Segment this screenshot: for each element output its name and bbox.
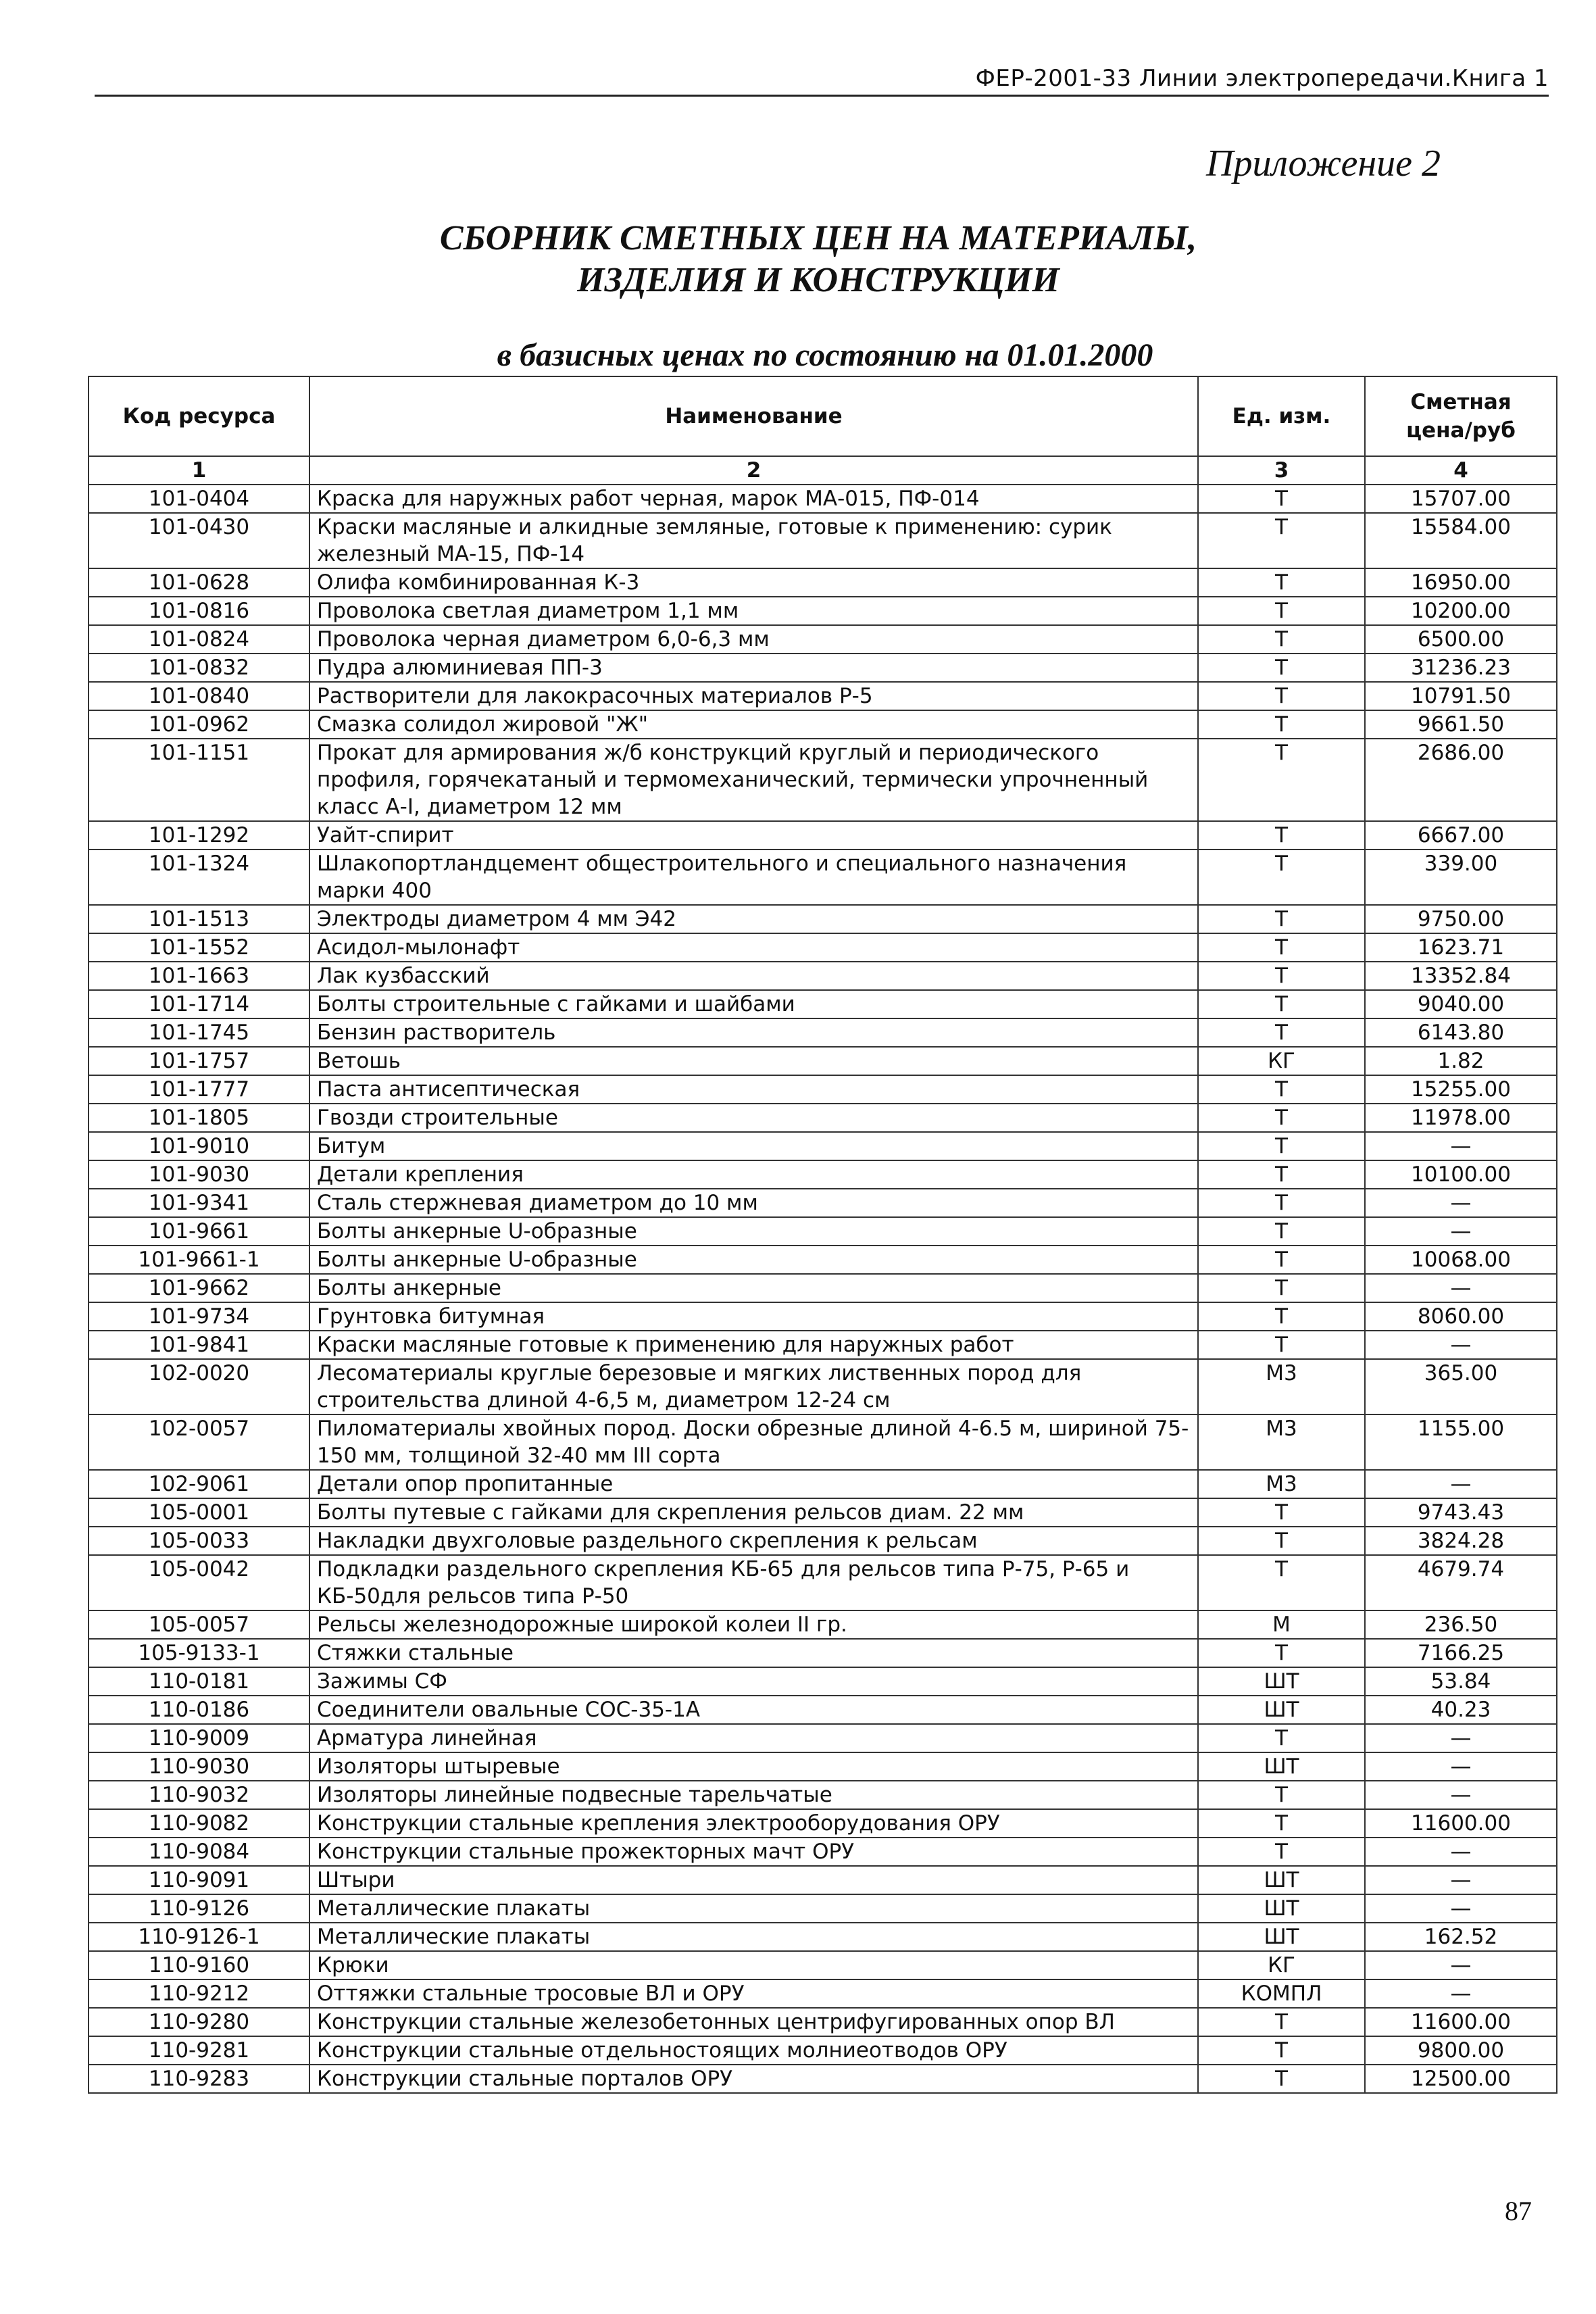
page-number: 87 [1505,2196,1532,2226]
cell-name: Проволока черная диаметром 6,0-6,3 мм [309,625,1198,654]
cell-unit: Т [1198,682,1365,710]
cell-price: — [1365,1838,1557,1866]
cell-name: Проволока светлая диаметром 1,1 мм [309,597,1198,625]
column-number: 2 [309,456,1198,485]
cell-price: — [1365,1217,1557,1246]
table-row [89,654,1557,682]
cell-name: Пудра алюминиевая ПП-3 [309,654,1198,682]
cell-unit: Т [1198,1724,1365,1752]
cell-code: 101-1552 [89,933,309,962]
cell-unit: Т [1198,654,1365,682]
cell-code: 101-9734 [89,1302,309,1331]
cell-code: 101-1777 [89,1075,309,1104]
cell-code: 101-0962 [89,710,309,739]
cell-price: 40.23 [1365,1696,1557,1724]
cell-unit: Т [1198,1274,1365,1302]
cell-code: 105-0057 [89,1610,309,1639]
table-row [89,1498,1557,1527]
cell-price: 8060.00 [1365,1302,1557,1331]
cell-price: 13352.84 [1365,962,1557,990]
table-row [89,1724,1557,1752]
cell-name: Олифа комбинированная К-3 [309,568,1198,597]
cell-price: — [1365,1189,1557,1217]
table-row [89,990,1557,1018]
cell-price: — [1365,1752,1557,1781]
cell-code: 110-0186 [89,1696,309,1724]
table-row [89,1274,1557,1302]
cell-unit: Т [1198,905,1365,933]
table-row [89,1217,1557,1246]
cell-code: 110-0181 [89,1667,309,1696]
cell-name: Конструкции стальные крепления электрооборудования ОРУ [309,1809,1198,1838]
cell-code: 110-9082 [89,1809,309,1838]
table-row [89,2036,1557,2065]
cell-name: Соединители овальные СОС-35-1А [309,1696,1198,1724]
table-row [89,682,1557,710]
table-row [89,850,1557,905]
table-row [89,962,1557,990]
cell-price: 10791.50 [1365,682,1557,710]
cell-code: 101-0832 [89,654,309,682]
cell-unit: Т [1198,625,1365,654]
cell-price: 9661.50 [1365,710,1557,739]
cell-price: 3824.28 [1365,1527,1557,1555]
document-subtitle: в базисных ценах по состоянию на 01.01.2000 [497,337,1153,373]
cell-name: Битум [309,1132,1198,1160]
title-line-1: СБОРНИК СМЕТНЫХ ЦЕН НА МАТЕРИАЛЫ, [439,219,1197,257]
cell-code: 101-1663 [89,962,309,990]
cell-price: — [1365,1866,1557,1894]
column-header-code: Код ресурса [89,376,309,456]
cell-price: 6500.00 [1365,625,1557,654]
cell-price: 12500.00 [1365,2065,1557,2093]
cell-unit: Т [1198,1639,1365,1667]
cell-price: 15255.00 [1365,1075,1557,1104]
cell-name: Прокат для армирования ж/б конструкций круглый и периодического профиля, горячекатаный и термомеханический, термически упрочненный класс А-I, диаметром 12 мм [309,739,1198,821]
cell-name: Стяжки стальные [309,1639,1198,1667]
cell-name: Асидол-мылонафт [309,933,1198,962]
cell-unit: Т [1198,1809,1365,1838]
column-header-unit: Ед. изм. [1198,376,1365,456]
cell-code: 110-9280 [89,2008,309,2036]
column-number-row [89,456,1557,485]
table-row [89,710,1557,739]
cell-code: 101-1757 [89,1047,309,1075]
cell-price: 162.52 [1365,1923,1557,1951]
cell-price: 9040.00 [1365,990,1557,1018]
cell-code: 101-0840 [89,682,309,710]
cell-unit: Т [1198,1160,1365,1189]
cell-price: 6143.80 [1365,1018,1557,1047]
cell-unit: Т [1198,1838,1365,1866]
cell-code: 110-9030 [89,1752,309,1781]
cell-unit: Т [1198,1018,1365,1047]
cell-unit: Т [1198,1331,1365,1359]
cell-unit: ШТ [1198,1667,1365,1696]
cell-price: 9800.00 [1365,2036,1557,2065]
cell-unit: М3 [1198,1470,1365,1498]
table-row [89,568,1557,597]
cell-price: 9750.00 [1365,905,1557,933]
table-row [89,597,1557,625]
cell-price: 11600.00 [1365,1809,1557,1838]
cell-name: Лесоматериалы круглые березовые и мягких лиственных пород для строительства длиной 4-6,5 м, диаметром 12-24 см [309,1359,1198,1414]
cell-price: 1.82 [1365,1047,1557,1075]
cell-price: — [1365,1274,1557,1302]
cell-code: 110-9009 [89,1724,309,1752]
cell-code: 102-9061 [89,1470,309,1498]
cell-code: 110-9126-1 [89,1923,309,1951]
cell-price: 2686.00 [1365,739,1557,821]
table-row [89,513,1557,568]
cell-name: Конструкции стальные железобетонных центрифугированных опор ВЛ [309,2008,1198,2036]
table-row [89,625,1557,654]
cell-code: 105-0042 [89,1555,309,1610]
cell-name: Шлакопортландцемент общестроительного и специального назначения марки 400 [309,850,1198,905]
cell-name: Бензин растворитель [309,1018,1198,1047]
cell-price: 1155.00 [1365,1414,1557,1470]
cell-code: 101-9662 [89,1274,309,1302]
table-row [89,1610,1557,1639]
cell-code: 101-1324 [89,850,309,905]
cell-unit: КГ [1198,1047,1365,1075]
table-row [89,1331,1557,1359]
cell-name: Краски масляные готовые к применению для наружных работ [309,1331,1198,1359]
table-row [89,2065,1557,2093]
cell-unit: М3 [1198,1414,1365,1470]
table-row [89,1555,1557,1610]
cell-code: 105-0001 [89,1498,309,1527]
cell-unit: Т [1198,513,1365,568]
cell-price: — [1365,1470,1557,1498]
cell-unit: Т [1198,710,1365,739]
table-row [89,1923,1557,1951]
cell-price: 16950.00 [1365,568,1557,597]
column-number: 1 [89,456,309,485]
cell-code: 101-9661-1 [89,1246,309,1274]
cell-code: 110-9283 [89,2065,309,2093]
table-row [89,933,1557,962]
cell-code: 110-9091 [89,1866,309,1894]
cell-name: Гвозди строительные [309,1104,1198,1132]
cell-code: 101-9841 [89,1331,309,1359]
cell-unit: Т [1198,850,1365,905]
cell-name: Лак кузбасский [309,962,1198,990]
cell-name: Конструкции стальные прожекторных мачт ОРУ [309,1838,1198,1866]
cell-name: Болты анкерные [309,1274,1198,1302]
cell-code: 110-9281 [89,2036,309,2065]
table-row [89,739,1557,821]
cell-name: Пиломатериалы хвойных пород. Доски обрезные длиной 4-6.5 м, шириной 75-150 мм, толщиной 32-40 мм III сорта [309,1414,1198,1470]
table-row [89,1414,1557,1470]
document-title [0,218,1596,301]
cell-unit: Т [1198,597,1365,625]
cell-code: 101-1513 [89,905,309,933]
cell-code: 101-0404 [89,485,309,513]
cell-name: Паста антисептическая [309,1075,1198,1104]
cell-name: Металлические плакаты [309,1894,1198,1923]
table-row [89,1894,1557,1923]
cell-name: Детали крепления [309,1160,1198,1189]
table-row [89,1047,1557,1075]
table-row [89,1302,1557,1331]
cell-price: 7166.25 [1365,1639,1557,1667]
cell-code: 101-9341 [89,1189,309,1217]
cell-code: 110-9032 [89,1781,309,1809]
table-row [89,1781,1557,1809]
cell-price: 11978.00 [1365,1104,1557,1132]
cell-price: 236.50 [1365,1610,1557,1639]
cell-code: 101-0628 [89,568,309,597]
cell-name: Конструкции стальные отдельностоящих молниеотводов ОРУ [309,2036,1198,2065]
cell-unit: ШТ [1198,1894,1365,1923]
cell-price: 15584.00 [1365,513,1557,568]
table-row [89,1979,1557,2008]
cell-name: Накладки двухголовые раздельного скрепления к рельсам [309,1527,1198,1555]
table-row [89,1359,1557,1414]
cell-price: — [1365,1979,1557,2008]
cell-unit: Т [1198,1075,1365,1104]
cell-unit: Т [1198,1104,1365,1132]
cell-name: Изоляторы штыревые [309,1752,1198,1781]
cell-code: 101-0824 [89,625,309,654]
table-row [89,1470,1557,1498]
cell-price: 10100.00 [1365,1160,1557,1189]
cell-unit: Т [1198,2036,1365,2065]
cell-unit: Т [1198,2065,1365,2093]
cell-name: Уайт-спирит [309,821,1198,850]
cell-code: 110-9160 [89,1951,309,1979]
header-rule [95,95,1549,97]
cell-price: — [1365,1894,1557,1923]
cell-unit: Т [1198,1527,1365,1555]
cell-code: 101-1745 [89,1018,309,1047]
cell-name: Болты анкерные U-образные [309,1217,1198,1246]
cell-name: Грунтовка битумная [309,1302,1198,1331]
cell-price: 10068.00 [1365,1246,1557,1274]
cell-code: 101-9030 [89,1160,309,1189]
table-row [89,1527,1557,1555]
cell-code: 102-0020 [89,1359,309,1414]
cell-price: 11600.00 [1365,2008,1557,2036]
cell-unit: Т [1198,1302,1365,1331]
column-header-price: Сметная цена/руб [1365,376,1557,456]
cell-price: 10200.00 [1365,597,1557,625]
cell-name: Краска для наружных работ черная, марок МА-015, ПФ-014 [309,485,1198,513]
column-number: 4 [1365,456,1557,485]
cell-price: 6667.00 [1365,821,1557,850]
cell-name: Растворители для лакокрасочных материалов Р-5 [309,682,1198,710]
cell-name: Штыри [309,1866,1198,1894]
cell-code: 101-0816 [89,597,309,625]
cell-name: Оттяжки стальные тросовые ВЛ и ОРУ [309,1979,1198,2008]
cell-unit: М [1198,1610,1365,1639]
cell-unit: ШТ [1198,1866,1365,1894]
cell-code: 101-1805 [89,1104,309,1132]
cell-code: 110-9084 [89,1838,309,1866]
cell-unit: ШТ [1198,1696,1365,1724]
cell-price: — [1365,1331,1557,1359]
table-row [89,2008,1557,2036]
cell-name: Электроды диаметром 4 мм Э42 [309,905,1198,933]
cell-unit: Т [1198,962,1365,990]
cell-code: 101-0430 [89,513,309,568]
cell-unit: Т [1198,1246,1365,1274]
table-row [89,485,1557,513]
cell-code: 105-0033 [89,1527,309,1555]
cell-name: Болты строительные с гайками и шайбами [309,990,1198,1018]
cell-unit: Т [1198,990,1365,1018]
table-header-row [89,376,1557,456]
running-header: ФЕР-2001-33 Линии электропередачи.Книга 1 [975,65,1549,92]
cell-price: 4679.74 [1365,1555,1557,1610]
cell-name: Зажимы СФ [309,1667,1198,1696]
cell-price: 53.84 [1365,1667,1557,1696]
appendix-label: Приложение 2 [1206,143,1441,184]
cell-name: Металлические плакаты [309,1923,1198,1951]
cell-price: 15707.00 [1365,485,1557,513]
cell-price: — [1365,1951,1557,1979]
cell-unit: Т [1198,2008,1365,2036]
cell-code: 110-9126 [89,1894,309,1923]
cell-name: Рельсы железнодорожные широкой колеи II гр. [309,1610,1198,1639]
cell-name: Подкладки раздельного скрепления КБ-65 для рельсов типа Р-75, Р-65 и КБ-50для рельсов типа Р-50 [309,1555,1198,1610]
table-row [89,1667,1557,1696]
column-number: 3 [1198,456,1365,485]
table-row [89,1018,1557,1047]
cell-unit: КОМПЛ [1198,1979,1365,2008]
cell-code: 102-0057 [89,1414,309,1470]
cell-unit: Т [1198,1132,1365,1160]
table-row [89,1132,1557,1160]
cell-name: Смазка солидол жировой "Ж" [309,710,1198,739]
cell-price: 9743.43 [1365,1498,1557,1527]
title-line-2: ИЗДЕЛИЯ И КОНСТРУКЦИИ [577,261,1059,299]
cell-price: 365.00 [1365,1359,1557,1414]
table-row [89,905,1557,933]
cell-unit: Т [1198,739,1365,821]
cell-unit: Т [1198,821,1365,850]
table-row [89,1189,1557,1217]
cell-unit: Т [1198,1555,1365,1610]
cell-unit: Т [1198,568,1365,597]
cell-name: Арматура линейная [309,1724,1198,1752]
cell-name: Конструкции стальные порталов ОРУ [309,2065,1198,2093]
cell-unit: Т [1198,1498,1365,1527]
table-row [89,1838,1557,1866]
cell-name: Сталь стержневая диаметром до 10 мм [309,1189,1198,1217]
table-row [89,1866,1557,1894]
cell-unit: ШТ [1198,1752,1365,1781]
cell-code: 101-1714 [89,990,309,1018]
cell-code: 105-9133-1 [89,1639,309,1667]
cell-name: Детали опор пропитанные [309,1470,1198,1498]
table-row [89,821,1557,850]
table-row [89,1696,1557,1724]
cell-name: Крюки [309,1951,1198,1979]
cell-unit: Т [1198,1781,1365,1809]
cell-code: 101-9661 [89,1217,309,1246]
table-row [89,1160,1557,1189]
cell-code: 110-9212 [89,1979,309,2008]
table-row [89,1809,1557,1838]
cell-unit: Т [1198,485,1365,513]
table-row [89,1639,1557,1667]
cell-unit: М3 [1198,1359,1365,1414]
price-table [88,376,1557,2094]
cell-name: Краски масляные и алкидные земляные, готовые к применению: сурик железный МА-15, ПФ-14 [309,513,1198,568]
cell-price: — [1365,1132,1557,1160]
cell-unit: Т [1198,1217,1365,1246]
cell-code: 101-1151 [89,739,309,821]
column-header-name: Наименование [309,376,1198,456]
cell-unit: Т [1198,933,1365,962]
cell-price: 1623.71 [1365,933,1557,962]
cell-price: 339.00 [1365,850,1557,905]
table-row [89,1075,1557,1104]
cell-price: 31236.23 [1365,654,1557,682]
cell-price: — [1365,1781,1557,1809]
cell-unit: Т [1198,1189,1365,1217]
cell-unit: КГ [1198,1951,1365,1979]
cell-name: Изоляторы линейные подвесные тарельчатые [309,1781,1198,1809]
table-row [89,1104,1557,1132]
cell-name: Ветошь [309,1047,1198,1075]
table-row [89,1951,1557,1979]
table-body [89,485,1557,2093]
cell-code: 101-9010 [89,1132,309,1160]
cell-name: Болты анкерные U-образные [309,1246,1198,1274]
cell-code: 101-1292 [89,821,309,850]
cell-price: — [1365,1724,1557,1752]
table-row [89,1752,1557,1781]
cell-unit: ШТ [1198,1923,1365,1951]
table-row [89,1246,1557,1274]
cell-name: Болты путевые с гайками для скрепления рельсов диам. 22 мм [309,1498,1198,1527]
